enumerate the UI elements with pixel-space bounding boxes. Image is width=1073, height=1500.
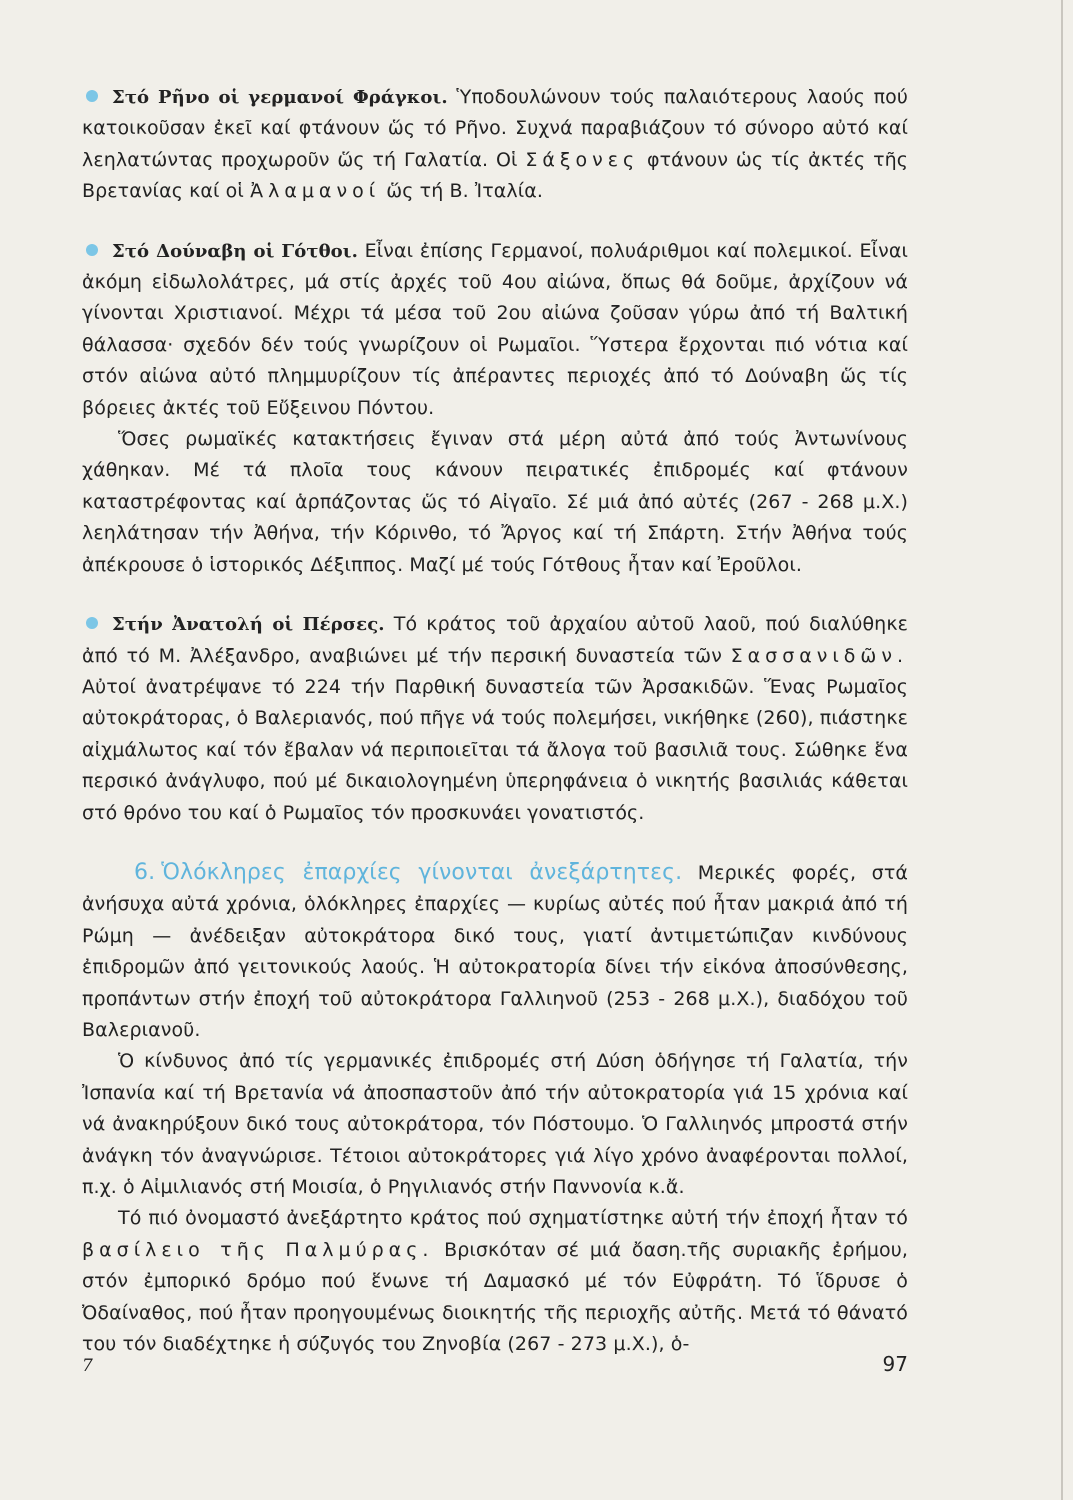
persians-lead: Στήν Ἀνατολή οἱ Πέρσες.	[112, 614, 385, 636]
page-edge	[1061, 0, 1063, 1500]
goths-lead: Στό Δούναβη οἱ Γότθοι.	[112, 240, 358, 262]
franks-text-c: ὥς τή Β. Ἰταλία.	[380, 180, 544, 203]
provinces-paragraph-2: Ὁ κίνδυνος ἀπό τίς γερμανικές ἐπιδρομές στή Δύση ὁδήγησε τή Γαλατία, τήν Ἰσπανία καί τή Βρετανία νά ἀποσπαστοῦν ἀπό τήν αὐτοκρατορία γιά 15 χρόνια καί νά ἀνακηρύξουν δικό τους αὐτοκράτορα, τόν Πόστουμο. Ὁ Γαλλιηνός μπροστά στήν ἀνάγκη τόν ἀναγνώρισε. Τέτοιοι αὐτοκράτορες γιά λίγο χρόνο ἀναφέρονται πολλοί, π.χ. ὁ Αἰμιλιανός στή Μοισία, ὁ Ρηγιλιανός στήν Παννονία κ.ἄ.	[82, 1050, 908, 1198]
persians-paragraph	[82, 609, 908, 829]
signature-mark: 7	[82, 1356, 93, 1376]
provinces-paragraph	[82, 857, 908, 1046]
goths-paragraph	[82, 236, 908, 424]
saxons-term: Σάξονες	[525, 148, 640, 171]
provinces-text-3b: Βρισκόταν σέ μιά ὄαση.τῆς συριακῆς ἐρήμου, στόν ἐμπορικό δρόμο πού ἕνωνε τή Δαμασκό μέ τόν Εὐφράτη. Τό ἵδρυσε ὁ Ὀδαίναθος, πού ἦταν προηγουμένως διοικητής τῆς περιοχῆς αὐτῆς. Μετά τό θάνατό του τόν διαδέχτηκε ἡ σύζυγός του Ζηνοβία (267 - 273 μ.Χ.), ὁ-	[82, 1238, 908, 1356]
provinces-text: Μερικές φορές, στά ἀνήσυχα αὐτά χρόνια, ὁλόκληρες ἐπαρχίες — κυρίως αὐτές πού ἦταν μακριά ἀπό τή Ρώμη — ἀνέδειξαν αὐτοκράτορα δικό τους, γιατί ἀντιμετώπιζαν κινδύνους ἐπιδρομῶν ἀπό γειτονικούς λαούς. Ἡ αὐτοκρατορία δίνει τήν εἰκόνα ἀποσύνθεσης, προπάντων στήν ἐποχή τοῦ αὐτοκράτορα Γαλλιηνοῦ (253 - 268 μ.Χ.), διαδόχου τοῦ Βαλεριανοῦ.	[82, 861, 908, 1041]
alamanni-term: Ἀλαμανοί	[250, 180, 381, 203]
franks-paragraph	[82, 82, 908, 208]
persians-text-a: Τό κράτος τοῦ ἀρχαίου αὐτοῦ λαοῦ, πού διαλύθηκε ἀπό τό Μ. Ἀλέξανδρο, αναβιώνει μέ τήν περσική δυναστεία τῶν	[82, 613, 908, 667]
book-page	[82, 82, 908, 1360]
page-footer	[82, 1352, 908, 1382]
spacer	[82, 829, 908, 857]
palmyra-term: βασίλειο τῆς Παλμύρας.	[82, 1238, 434, 1261]
franks-text-b: φτάνουν ὡς τίς ἀκτές τῆς Βρετανίας καί οἱ	[82, 148, 908, 203]
page-number: 97	[882, 1352, 908, 1376]
bullet-icon	[86, 244, 98, 256]
spacer	[82, 208, 908, 236]
section-number: 6.	[134, 859, 156, 885]
franks-lead: Στό Ρῆνο οἱ γερμανοί Φράγκοι.	[112, 87, 448, 108]
bullet-icon	[86, 617, 98, 629]
franks-text-a: Ὑποδουλώνουν τούς παλαιότερους λαούς πού κατοικοῦσαν ἐκεῖ καί φτάνουν ὥς τό Ρῆνο. Συχνά παραβιάζουν τό σύνορο αὐτό καί λεηλατώντας προχωροῦν ὥς τή Γαλατία. Οἱ	[82, 86, 909, 171]
sassanids-term: Σασσανιδῶν.	[730, 644, 908, 667]
section-title: Ὁλόκληρες ἐπαρχίες γίνονται ἀνεξάρτητες.	[161, 859, 683, 885]
persians-text-b: Αὐτοί ἀνατρέψανε τό 224 τήν Παρθική δυναστεία τῶν Ἀρσακιδῶν. Ἕνας Ρωμαῖος αὐτοκράτορας, ὁ Βαλεριανός, πού πῆγε νά τούς πολεμήσει, νικήθηκε (260), πιάστηκε αἰχμάλωτος καί τόν ἔβαλαν νά περιποιεῖται τά ἄλογα τοῦ βασιλιᾶ τους. Σώθηκε ἕνα περσικό ἀνάγλυφο, πού μέ δικαιολογημένη ὑπερηφάνεια ὁ νικητής βασιλιάς κάθεται στό θρόνο του καί ὁ Ρωμαῖος τόν προσκυνάει γονατιστός.	[82, 675, 908, 824]
spacer	[82, 581, 908, 609]
provinces-paragraph-3	[82, 1203, 908, 1360]
goths-continuation-paragraph: Ὅσες ρωμαϊκές κατακτήσεις ἔγιναν στά μέρη αὐτά ἀπό τούς Ἀντωνίνους χάθηκαν. Μέ τά πλοῖα τους κάνουν πειρατικές ἐπιδρομές καί φτάνουν καταστρέφοντας καί ἁρπάζοντας ὥς τό Αἰγαῖο. Σέ μιά ἀπό αὐτές (267 - 268 μ.Χ.) λεηλάτησαν τήν Ἀθήνα, τήν Κόρινθο, τό Ἄργος καί τή Σπάρτη. Στήν Ἀθήνα τούς ἀπέκρουσε ὁ ἱστορικός Δέξιππος. Μαζί μέ τούς Γότθους ἦταν καί Ἐροῦλοι.	[82, 428, 908, 576]
goths-text: Εἶναι ἐπίσης Γερμανοί, πολυάριθμοι καί πολεμικοί. Εἶναι ἀκόμη εἰδωλολάτρες, μά στίς ἀρχές τοῦ 4ου αἰώνα, ὅπως θά δοῦμε, ἀρχίζουν νά γίνονται Χριστιανοί. Μέχρι τά μέσα τοῦ 2ου αἰώνα ζοῦσαν γύρω ἀπό τή Βαλτική θάλασσα· σχεδόν δέν τούς γνωρίζουν οἱ Ρωμαῖοι. Ὕστερα ἔρχονται πιό νότια καί στόν αἰώνα αὐτό πλημμυρίζουν τίς ἀπέραντες περιοχές ἀπό τό Δούναβη ὥς τίς βόρειες ἀκτές τοῦ Εὔξεινου Πόντου.	[82, 239, 908, 419]
provinces-text-3a: Τό πιό ὀνομαστό ἀνεξάρτητο κράτος πού σχηματίστηκε αὐτή τήν ἐποχή ἦταν τό	[118, 1207, 908, 1230]
bullet-icon	[86, 90, 98, 102]
